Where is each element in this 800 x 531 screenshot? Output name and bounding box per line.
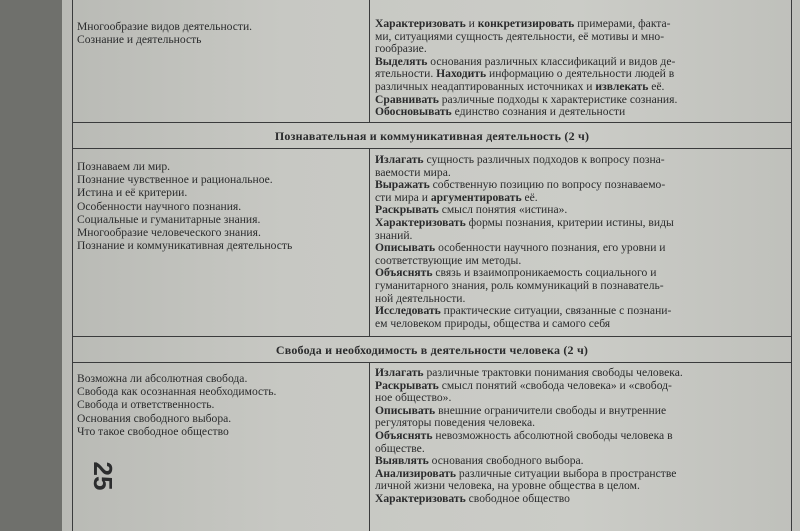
row-divider <box>73 362 791 363</box>
activity-line: различных неадаптированных источниках и извлекать её. <box>375 79 665 93</box>
row-divider <box>73 122 791 123</box>
topic-line: Познаваем ли мир. <box>77 160 171 173</box>
topic-line: Истина и её критерии. <box>77 186 188 200</box>
activity-line: Объяснять невозможность абсолютной свободы человека в <box>375 428 673 442</box>
column-divider <box>369 148 370 336</box>
activity-line: гуманитарного знания, роль коммуникаций в познаватель- <box>375 278 664 292</box>
activity-line: Описывать особенности научного познания, его уровни и <box>375 241 666 255</box>
topic-line: Свобода как осознанная необходимость. <box>77 385 277 399</box>
topic-line: Познание чувственное и рациональное. <box>77 173 273 187</box>
activity-line: Выражать собственную позицию по вопросу познаваемо- <box>375 178 666 192</box>
activity-line: ятельности. Находить информацию о деятельности людей в <box>375 67 675 81</box>
section-title: Познавательная и коммуникативная деятельность (2 ч) <box>274 129 590 143</box>
activity-line: Исследовать практические ситуации, связанные с познани- <box>375 304 672 318</box>
activity-line: Анализировать различные ситуации выбора в пространстве <box>375 466 677 480</box>
activity-line: гообразие. <box>375 42 427 56</box>
activity-line: личной жизни человека, на уровне общества в целом. <box>375 479 640 493</box>
activity-line: Выделять основания различных классификаций и видов де- <box>375 54 676 68</box>
activity-line: Обосновывать единство сознания и деятельности <box>375 105 626 119</box>
activity-line: Излагать различные трактовки понимания свободы человека. <box>375 366 683 379</box>
section3-activities <box>375 367 785 506</box>
activity-line: ми, ситуациями сущность деятельности, её мотивы и мно- <box>375 29 665 43</box>
activity-line: знаний. <box>375 228 413 242</box>
topic-line: Свобода и ответственность. <box>77 398 215 412</box>
column-divider <box>369 362 370 531</box>
activity-line: Характеризовать формы познания, критерии истины, виды <box>375 215 674 229</box>
activity-line: Описывать внешние ограничители свободы и внутренние <box>375 403 667 417</box>
topic-line: Многообразие видов деятельности. <box>77 20 253 33</box>
activity-line: Объяснять связь и взаимопроникаемость социального и <box>375 266 657 280</box>
activity-line: Выявлять основания свободного выбора. <box>375 454 584 468</box>
topic-line: Особенности научного познания. <box>77 199 242 213</box>
activity-line: ваемости мира. <box>375 165 451 179</box>
page-number: 25 <box>88 461 119 491</box>
activity-line: Излагать сущность различных подходов к вопросу позна- <box>375 153 665 166</box>
activity-line: ем человеком природы, общества и самого себя <box>375 316 611 330</box>
topic-line: Сознание и деятельность <box>77 33 202 47</box>
row-divider <box>73 148 791 149</box>
top-row-activities <box>375 18 785 119</box>
activity-line: обществе. <box>375 441 425 455</box>
textbook-page <box>62 0 800 531</box>
activity-line: Характеризовать и конкретизировать примерами, факта- <box>375 17 671 30</box>
topic-line: Многообразие человеческого знания. <box>77 226 261 240</box>
row-divider <box>73 336 791 337</box>
topic-line: Основания свободного выбора. <box>77 411 232 425</box>
activity-line: Раскрывать смысл понятий «свобода человека» и «свобод- <box>375 378 672 392</box>
activity-line: Сравнивать различные подходы к характеристике сознания. <box>375 92 678 106</box>
topic-line: Возможна ли абсолютная свобода. <box>77 372 248 385</box>
section3-topics <box>77 372 363 438</box>
activity-line: Характеризовать свободное общество <box>375 491 570 505</box>
topic-line: Социальные и гуманитарные знания. <box>77 212 261 226</box>
activity-line: ное общество». <box>375 391 452 405</box>
activity-line: соответствующие им методы. <box>375 253 522 267</box>
topic-line: Что такое свободное общество <box>77 424 229 438</box>
activity-line: сти мира и аргументировать её. <box>375 190 538 204</box>
top-row-topics <box>77 20 363 46</box>
curriculum-table <box>72 0 792 531</box>
section-title: Свобода и необходимость в деятельности человека (2 ч) <box>275 343 589 357</box>
activity-line: регуляторы поведения человека. <box>375 416 535 430</box>
topic-line: Познание и коммуникативная деятельность <box>77 239 293 253</box>
activity-line: Раскрывать смысл понятия «истина». <box>375 203 568 217</box>
section2-topics <box>77 160 363 252</box>
section2-activities <box>375 154 785 330</box>
activity-line: ной деятельности. <box>375 291 466 305</box>
column-divider <box>369 0 370 122</box>
